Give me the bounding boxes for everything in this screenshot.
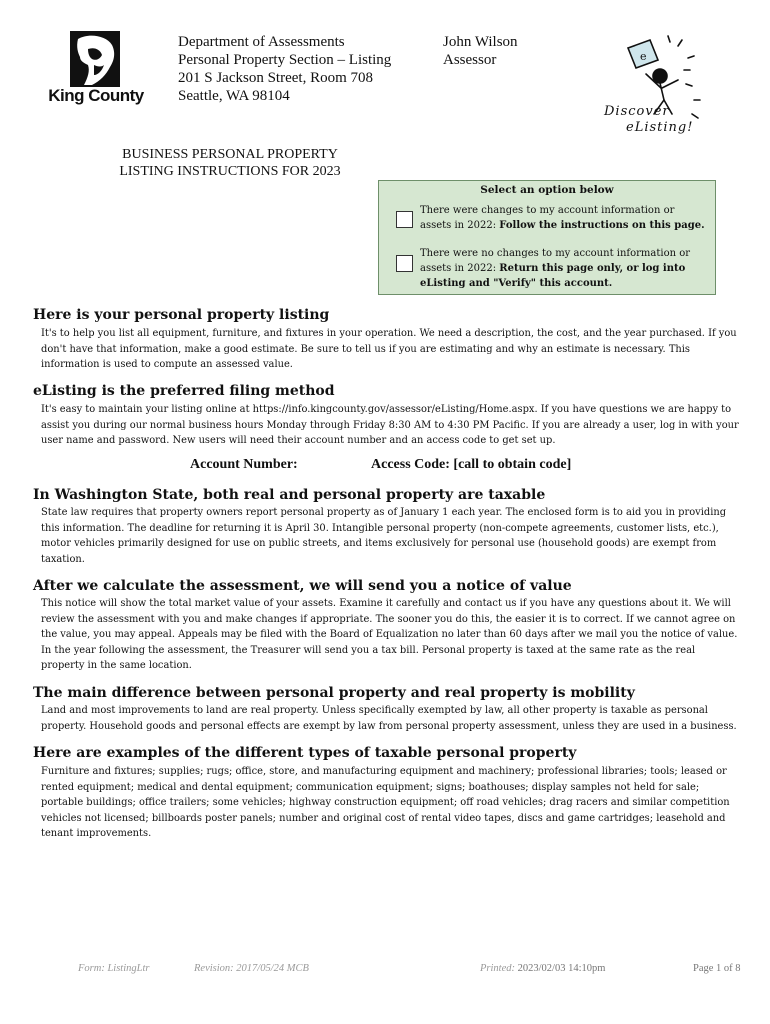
section-body: Furniture and fixtures; supplies; rugs; office, store, and manufacturing equipment and machinery; professional libraries; tools; leased or rented equipment; medical and dental equipment; communication equipment; signs; boathouses; display samples not held for sale; portable buildings; office trailers; some vehicles; highway construction equipment; off road vehicles; drag racers and similar competition vehicles not licensed; billboards poster panels; number and original cost of rental video tapes, discs and game cartridges; leasehold and tenant improvements.: [41, 766, 730, 840]
footer-revision: Revision: 2017/05/24 MCB: [194, 963, 309, 974]
option-box-heading: Select an option below: [480, 184, 614, 196]
department-address: [178, 33, 391, 105]
promo-line: Discover: [604, 104, 670, 119]
assessor-block: [443, 33, 518, 69]
section-heading: In Washington State, both real and personal property are taxable: [33, 487, 546, 503]
section-heading: After we calculate the assessment, we will send you a notice of value: [33, 578, 572, 594]
section-body: This notice will show the total market value of your assets. Examine it carefully and contact us if you have any questions about it. We will review the assessment with you and make changes if appropriate. The sooner you do this, the easier it is to correct. If we cannot agree on the value, you may appeal. Appeals may be filed with the Board of Equalization no later than 60 days after we mail you the notice of value. In the year following the assessment, the Treasurer will send you a tax bill. Personal property is taxed at the same rate as the real property in the same location.: [41, 598, 738, 672]
section-heading: The main difference between personal property and real property is mobility: [33, 685, 635, 701]
option-changes-text: [420, 203, 705, 233]
address-line: 201 S Jackson Street, Room 708: [178, 70, 373, 86]
section-heading: eListing is the preferred filing method: [33, 383, 335, 399]
section-body: State law requires that property owners report personal property as of January 1 each year. The enclosed form is to aid you in providing this information. The deadline for returning it is April 30. Intangible personal property (non-compete agreements, customer lists, etc.), motor vehicles primarily designed for use on public streets, and items exclusively for personal use (household goods) are exempt from taxation.: [41, 507, 727, 565]
footer-form: Form: ListingLtr: [78, 963, 150, 974]
footer-page-number: Page 1 of 8: [693, 963, 741, 974]
option-instruction: Return this page only, or log into eListing and "Verify" this account.: [420, 263, 686, 289]
printed-label: Printed:: [480, 963, 515, 974]
assessor-name: John Wilson: [443, 34, 518, 50]
option-instruction: Follow the instructions on this page.: [499, 220, 705, 231]
address-line: Seattle, WA 98104: [178, 88, 290, 104]
option-text: There were changes to my account information or assets in 2022:: [420, 205, 675, 231]
changes-checkbox[interactable]: [396, 211, 413, 228]
promo-line: eListing!: [626, 120, 694, 135]
section-body: It's to help you list all equipment, furniture, and fixtures in your operation. We need a description, the cost, and the year purchased. If you don't have that information, make a good estimate. Be sure to tell us if you are estimating and why an estimate is necessary. This information is used to compute an assessed value.: [41, 328, 737, 371]
address-line: Personal Property Section – Listing: [178, 52, 392, 68]
no-changes-checkbox[interactable]: [396, 255, 413, 272]
title-line: BUSINESS PERSONAL PROPERTY: [122, 147, 338, 162]
option-text: There were no changes to my account information or assets in 2022:: [420, 248, 691, 274]
document-title: [96, 146, 364, 180]
account-number-label: Account Number:: [190, 457, 298, 472]
title-line: LISTING INSTRUCTIONS FOR 2023: [119, 164, 341, 179]
discover-elisting-promo: [604, 104, 693, 136]
access-code-label: Access Code: [call to obtain code]: [371, 457, 572, 472]
footer-printed: [480, 963, 605, 974]
assessor-title: Assessor: [443, 52, 497, 68]
section-heading: Here is your personal property listing: [33, 307, 330, 323]
printed-value: 2023/02/03 14:10pm: [517, 963, 606, 974]
option-no-changes-text: [420, 246, 705, 291]
svg-text:e: e: [640, 50, 647, 63]
option-select-box: [378, 180, 716, 295]
section-body: Land and most improvements to land are real property. Unless specifically exempted by law, all other property is taxable as personal property. Household goods and personal effects are exempt by law from personal property assessment, unless they are used in a business.: [41, 705, 737, 732]
section-heading: Here are examples of the different types of taxable personal property: [33, 745, 577, 761]
address-line: Department of Assessments: [178, 34, 345, 50]
section-body: It's easy to maintain your listing online at https://info.kingcounty.gov/assessor/eListing/Home.aspx. If you have questions we are happy to assist you during our normal business hours Monday through Friday 8:30 AM to 4:30 PM Pacific. If you are already a user, log in with your user name and password. New users will need their account number and an access code to get set up.: [41, 404, 739, 447]
logo-text: King County: [48, 86, 144, 105]
